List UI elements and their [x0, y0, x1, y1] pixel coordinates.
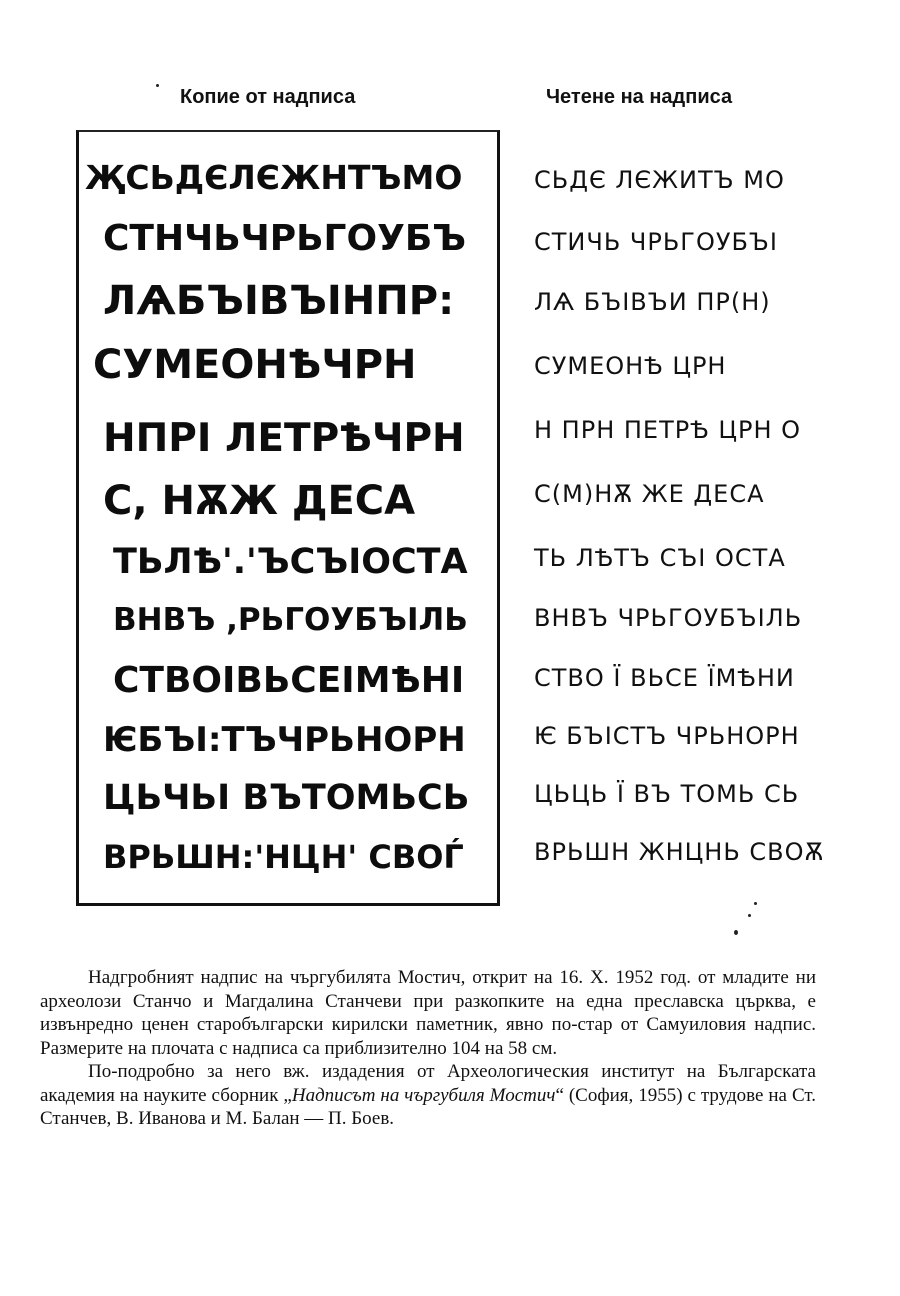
caption-paragraph: Надгробният надпис на чъргубилята Мостич, открит на 16. X. 1952 год. от младите ни археолози Станчо и Магдалина Станчеви при разкопките на една преславска църква, е извънредно ценен старобългарски кирилски паметник, явно по-стар от Самуиловия надпис. Размерите на плочата с надписа са приблизително 104 на 58 см.: [40, 967, 816, 1059]
reading-line: СЬДЄ ЛЄЖИТЪ МО: [534, 166, 785, 194]
reading-line: С(М)НѪ ЖЕ ДЕСА: [534, 480, 765, 508]
ink-speck: [734, 930, 738, 935]
reading-line: ВРЬШН ЖНЦНЬ СВОѪ: [534, 838, 825, 866]
caption-text: “ (София, 1955) с трудове на Ст. Станчев, В. Иванова и М. Балан — П. Боев.: [40, 1084, 816, 1129]
copy-line: СТНЧЬЧРЬГОУБЪ: [103, 218, 467, 259]
copy-line: СТВОІВЬСЕІМѢНІ: [113, 660, 465, 701]
ink-speck: [754, 902, 757, 905]
reading-line: СТИЧЬ ЧРЬГОУБЪІ: [534, 228, 778, 256]
reading-line: СУМЕОНѢ ЦРН: [534, 352, 727, 380]
ink-speck: [156, 84, 159, 87]
copy-line: ѤБЪІ:ТЪЧРЬНОРН: [103, 720, 466, 760]
reading-line: СТВО Ї ВЬСЕ ЇМѢНИ: [534, 664, 795, 692]
reading-line: ТЬ ЛѢТЪ СЪІ ОСТА: [534, 544, 786, 572]
copy-line: ВРЬШН:'НЦН' СВОЃ: [103, 838, 464, 876]
caption-paragraph: [40, 1060, 816, 1131]
caption-text: По-подробно за него вж. издадения от Археологическия институт на Българската академия на науките сборник „: [40, 1061, 816, 1106]
reading-line: ВНВЪ ЧРЬГОУБЪІЛЬ: [534, 604, 803, 632]
book-title: Надписът на чъргубиля Мостич: [291, 1084, 556, 1106]
heading-copy: Копие от надписа: [180, 86, 356, 108]
copy-line: СУМЕОНѢЧРН: [93, 342, 417, 388]
reading-line: ЛѦ БЪІВЪИ ПР(Н): [534, 288, 771, 316]
copy-line: НПРІ ЛЕТРѢЧРН: [103, 416, 465, 461]
caption: [40, 966, 816, 1131]
heading-reading: Четене на надписа: [546, 86, 733, 108]
copy-line: ЛѦБЪІВЪІНПР:: [103, 278, 455, 324]
copy-line: ҖСЬДЄЛЄЖНТЪМО: [85, 158, 463, 197]
copy-line: ВНВЪ ,РЬГОУБЪІЛЬ: [113, 602, 468, 638]
copy-line: ЦЬЧЬІ ВЪТОМЬСЬ: [103, 778, 470, 818]
reading-line: ЦЬЦЬ Ї ВЪ ТОМЬ СЬ: [534, 780, 800, 808]
copy-line: ТЬЛѢ'.'ЪСЪІОСТА: [113, 542, 468, 582]
copy-line: С, НѪЖ ДЕСА: [103, 478, 416, 524]
inscription-copy-frame: [76, 130, 500, 906]
reading-line: Ѥ БЪІСТЪ ЧРЬНОРН: [534, 722, 800, 750]
reading-line: Н ПРН ПЕТРѢ ЦРН О: [534, 416, 802, 444]
ink-speck: [748, 914, 751, 917]
